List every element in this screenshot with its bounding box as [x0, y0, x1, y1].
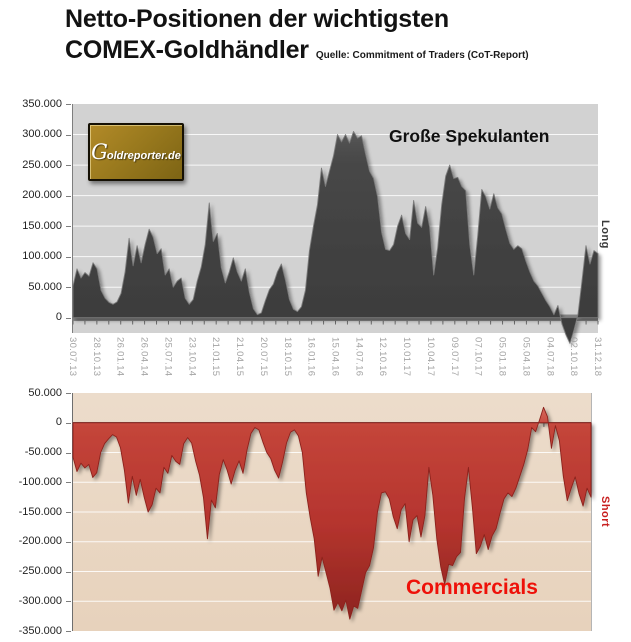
y-tick-mark [66, 135, 71, 136]
y-tick-mark [66, 542, 71, 543]
spec-chart-plot [72, 104, 598, 333]
page-title-line1: Netto-Positionen der wichtigsten [65, 5, 449, 33]
y-tick-mark [66, 601, 71, 602]
y-tick-mark [66, 423, 71, 424]
spec-chart-caption: Große Spekulanten [389, 126, 550, 146]
x-tick-label: 25.07.14 [162, 337, 174, 377]
y-tick-label: 100.000 [22, 250, 62, 263]
x-tick-label: 26.04.14 [138, 337, 150, 377]
y-tick-mark [66, 226, 71, 227]
y-tick-label: 250.000 [22, 158, 62, 171]
y-tick-mark [66, 631, 71, 632]
x-tick-label: 04.07.18 [544, 337, 556, 377]
y-tick-mark [66, 482, 71, 483]
y-tick-mark [66, 318, 71, 319]
comm-chart-caption: Commercials [406, 576, 538, 599]
x-tick-label: 09.07.17 [448, 337, 460, 377]
x-tick-label: 05.04.18 [520, 337, 532, 377]
comm-chart-plot [72, 393, 592, 631]
x-tick-label: 18.10.15 [281, 337, 293, 377]
y-tick-mark [66, 512, 71, 513]
x-tick-label: 05.01.18 [496, 337, 508, 377]
y-tick-mark [66, 453, 71, 454]
long-axis-label: Long [599, 220, 611, 249]
y-tick-mark [66, 393, 71, 394]
short-axis-label: Short [599, 496, 611, 528]
y-tick-label: 300.000 [22, 128, 62, 141]
y-tick-mark [66, 165, 71, 166]
goldreporter-logo [88, 123, 184, 181]
x-tick-label: 14.07.16 [353, 337, 365, 377]
x-tick-label: 16.01.16 [305, 337, 317, 377]
y-tick-label: 0 [55, 416, 62, 429]
x-tick-label: 23.10.14 [186, 337, 198, 377]
x-tick-label: 28.10.13 [90, 337, 102, 377]
y-tick-label: 0 [55, 311, 62, 324]
y-tick-mark [66, 104, 71, 105]
x-tick-label: 12.10.16 [377, 337, 389, 377]
y-tick-label: -50.000 [24, 446, 62, 458]
page-title [65, 4, 529, 67]
y-tick-label: 200.000 [22, 189, 62, 202]
y-tick-label: -250.000 [18, 565, 62, 577]
y-tick-mark [66, 572, 71, 573]
x-tick-label: 31.12.18 [592, 337, 603, 377]
y-tick-label: -100.000 [18, 475, 62, 488]
y-tick-label: 350.000 [22, 97, 62, 110]
y-tick-label: 50.000 [28, 280, 62, 293]
x-tick-label: 15.04.16 [329, 337, 341, 377]
x-tick-label: 30.07.13 [67, 337, 78, 377]
y-tick-mark [66, 257, 71, 258]
source-note: Quelle: Commitment of Traders (CoT-Report) [315, 50, 529, 62]
x-tick-label: 02.10.18 [568, 337, 580, 377]
y-tick-mark [66, 196, 71, 197]
x-tick-label: 20.07.15 [257, 337, 269, 377]
x-tick-label: 21.04.15 [234, 337, 246, 377]
x-tick-label: 10.01.17 [401, 337, 413, 377]
x-tick-label: 21.01.15 [210, 337, 222, 377]
y-tick-label: -300.000 [18, 594, 62, 607]
goldreporter-logo-text: Goldreporter.de [91, 140, 181, 164]
y-tick-label: -200.000 [18, 535, 62, 548]
y-tick-label: 50.000 [28, 386, 62, 399]
x-tick-label: 10.04.17 [424, 337, 436, 377]
x-tick-label: 26.01.14 [114, 337, 126, 377]
y-tick-label: 150.000 [22, 219, 62, 232]
y-tick-mark [66, 287, 71, 288]
x-tick-label: 07.10.17 [472, 337, 484, 377]
y-tick-label: -150.000 [18, 505, 62, 518]
page-title-line2: COMEX-Goldhändler [65, 36, 309, 65]
y-tick-label: -350.000 [18, 624, 62, 637]
